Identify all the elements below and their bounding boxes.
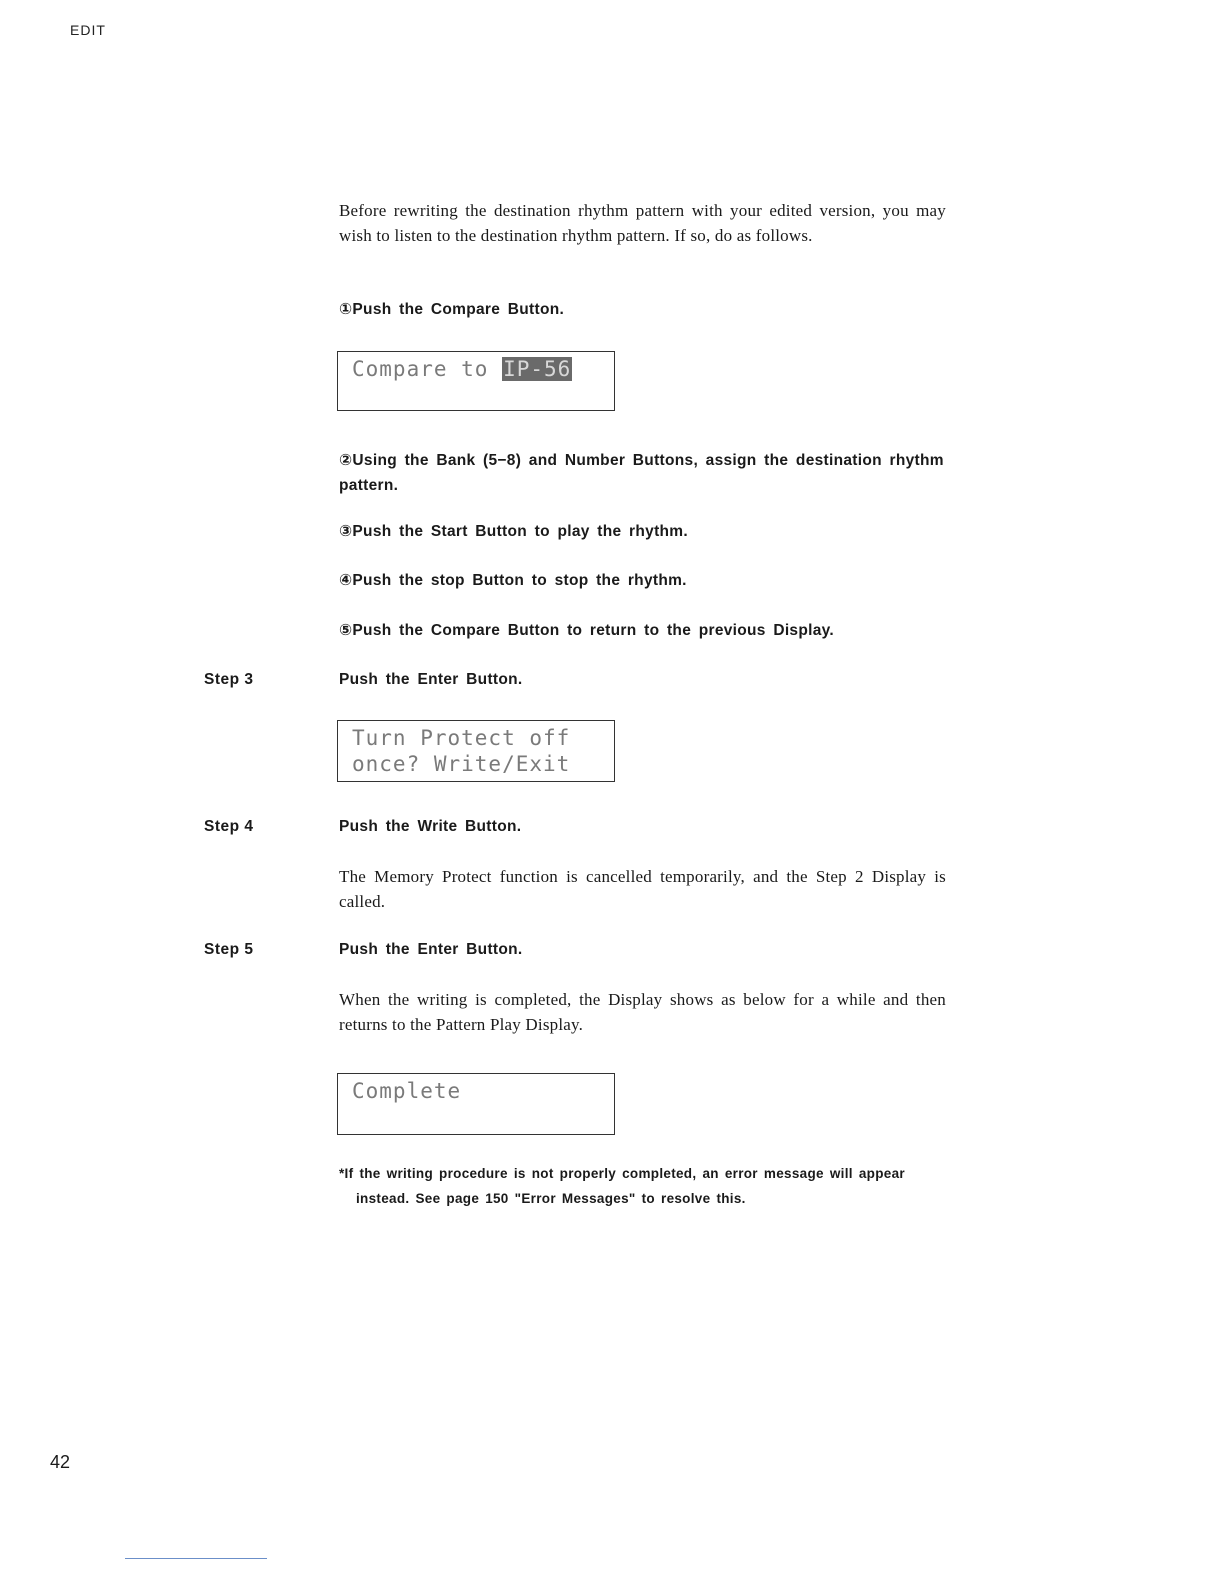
lcd-text: Compare to xyxy=(352,357,503,381)
step-5-instruction: Push the Enter Button. xyxy=(339,941,523,958)
lcd-highlight: IP-56 xyxy=(503,357,572,381)
substep-3: ③Push the Start Button to play the rhythm. xyxy=(339,523,688,540)
lcd-line-1: Complete xyxy=(352,1079,462,1103)
step-4-label: Step 4 xyxy=(204,818,254,835)
substep-5: ⑤Push the Compare Button to return to the previous Display. xyxy=(339,622,835,639)
lcd-display-protect xyxy=(337,720,615,782)
step-3-label: Step 3 xyxy=(204,671,254,688)
lcd-line-1 xyxy=(352,356,614,382)
step-5-label: Step 5 xyxy=(204,941,254,958)
step-4-instruction: Push the Write Button. xyxy=(339,818,522,835)
lcd-line-1: Turn Protect off xyxy=(352,726,571,750)
page-number: 42 xyxy=(50,1452,71,1472)
intro-paragraph: Before rewriting the destination rhythm pattern with your edited version, you may wish to listen to the destination rhythm pattern. If so, do as follows. xyxy=(339,201,946,245)
step-4-description: The Memory Protect function is cancelled temporarily, and the Step 2 Display is called. xyxy=(339,867,946,911)
step-3-instruction: Push the Enter Button. xyxy=(339,671,523,688)
substep-4: ④Push the stop Button to stop the rhythm. xyxy=(339,572,687,589)
step-5-description: When the writing is completed, the Display shows as below for a while and then returns to the Pattern Play Display. xyxy=(339,990,946,1034)
footnote: *If the writing procedure is not properly completed, an error message will appear instead. See page 150 "Error Messages" to resolve this. xyxy=(339,1166,905,1206)
substep-1: ①Push the Compare Button. xyxy=(339,301,565,318)
lcd-display-complete xyxy=(337,1073,615,1135)
lcd-display-compare xyxy=(337,351,615,411)
footer-divider xyxy=(125,1558,267,1559)
substep-2: ②Using the Bank (5−8) and Number Buttons, assign the destination rhythm pattern. xyxy=(339,452,944,494)
header-mark: EDIT xyxy=(70,22,106,38)
lcd-line-2: once? Write/Exit xyxy=(352,752,571,776)
